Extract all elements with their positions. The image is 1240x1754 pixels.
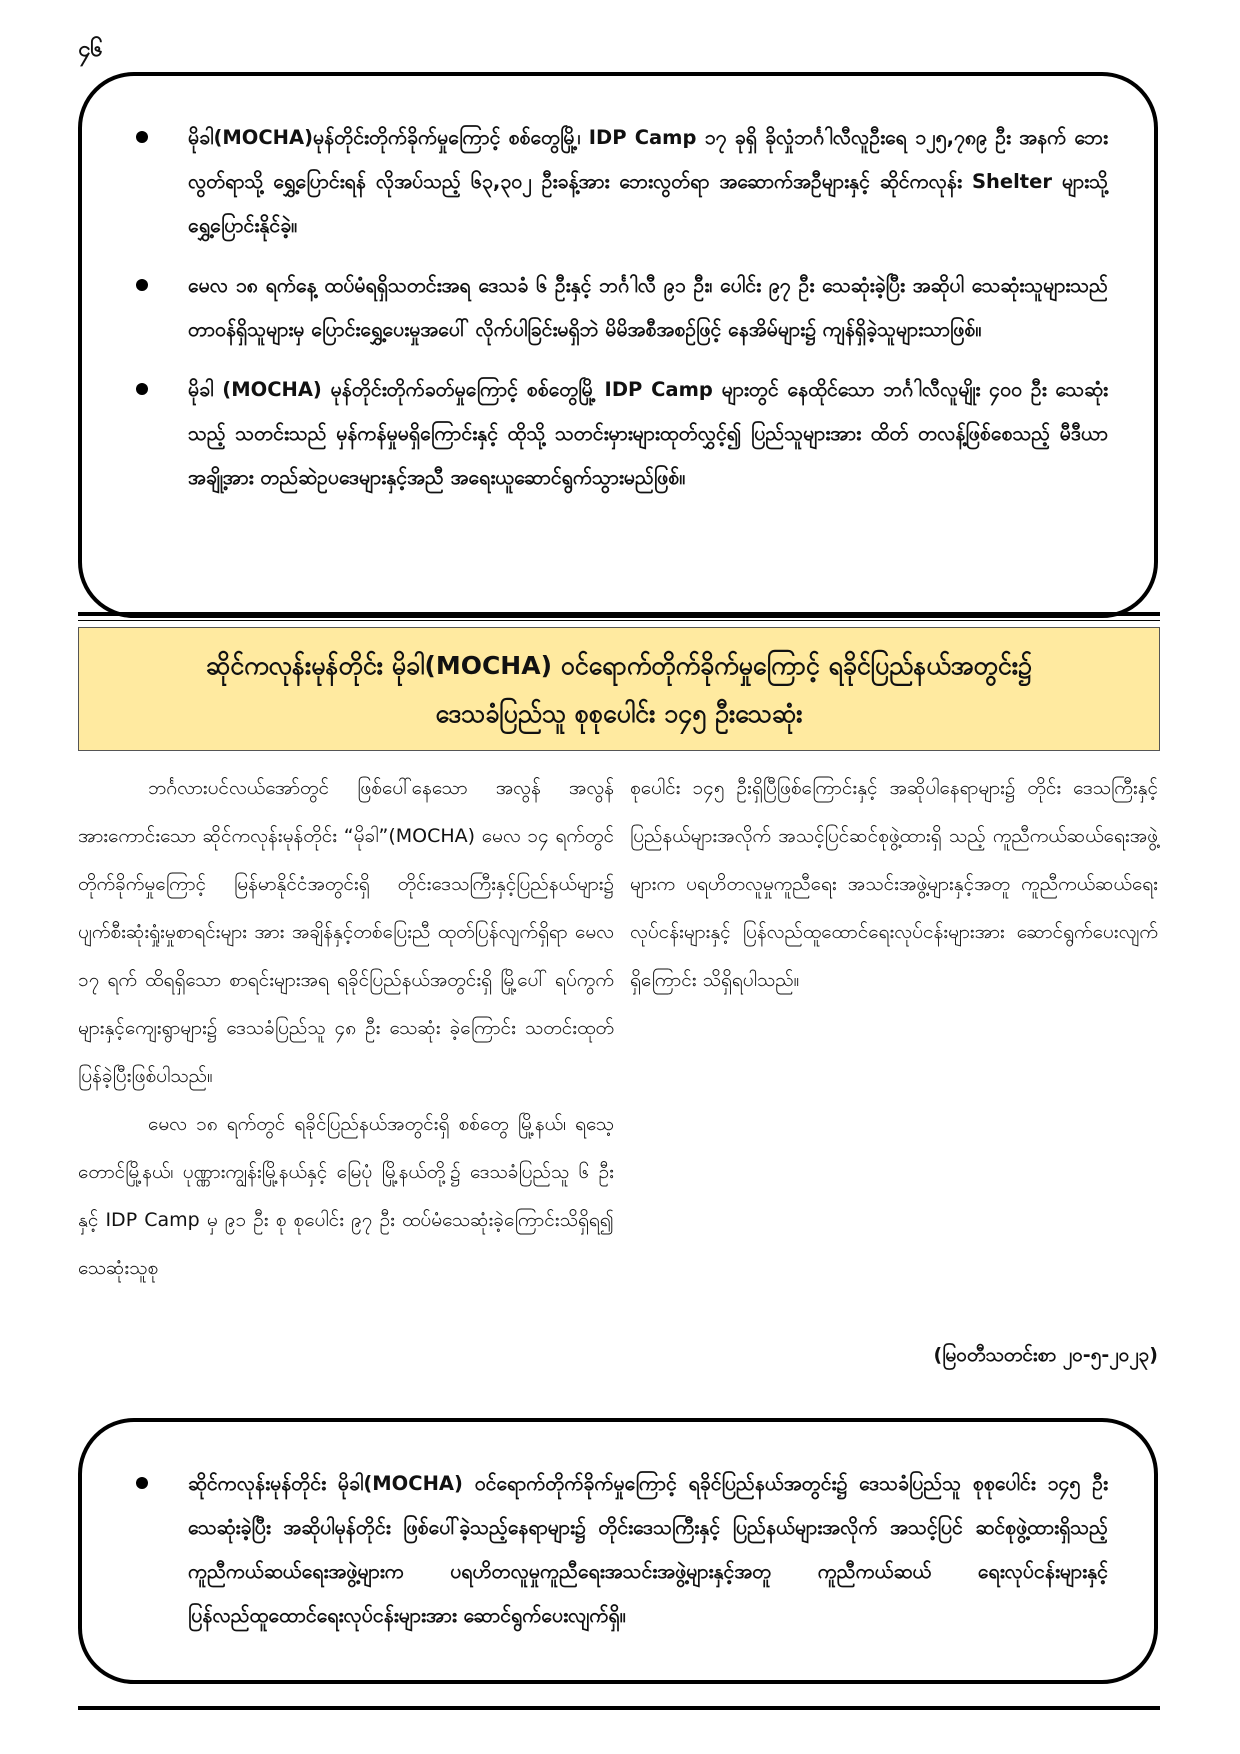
summary-bullet (128, 368, 1108, 500)
summary-box-top (78, 72, 1158, 618)
article-column-right (630, 764, 1158, 1004)
summary-bullet-list (128, 116, 1108, 500)
bullet-dot-icon (136, 1477, 148, 1489)
bullet-dot-icon (136, 131, 148, 143)
summary-bullet-text: မိုခါ(MOCHA)မုန်တိုင်းတိုက်ခိုက်မှုကြောင့် စစ်တွေမြို့၊ IDP Camp ၁၇ ခုရှိ ခိုလှုံဘင်္ဂါလီလူဦးရေ ၁၂၅,၇၈၉ ဦး အနက် ဘေးလွတ်ရာသို့ ရွှေ့ပြောင်းရန် လိုအပ်သည့် ၆၃,၃၀၂ ဦးခန့်အား ဘေးလွတ်ရာ အဆောက်အဦများနှင့် ဆိုင်ကလုန်း Shelter များသို့ ရွှေ့ပြောင်းနိုင်ခဲ့။ (188, 126, 1108, 237)
summary-bullet (128, 264, 1108, 352)
article-paragraph: မေလ ၁၈ ရက်တွင် ရခိုင်ပြည်နယ်အတွင်းရှိ စစ်တွေ မြို့နယ်၊ ရသေ့တောင်မြို့နယ်၊ ပုဏ္ဏားကျွန်းမြို့နယ်နှင့် မြေပုံ မြို့နယ်တို့၌ ဒေသခံပြည်သူ ၆ ဦးနှင့် IDP Camp မှ ၉၁ ဦး စု စုပေါင်း ၉၇ ဦး ထပ်မံသေဆုံးခဲ့ကြောင်းသိရှိရ၍ သေဆုံးသူစု (78, 1113, 614, 1279)
footer-divider (78, 1706, 1160, 1710)
article-headline (78, 627, 1160, 751)
divider-thick (78, 612, 1160, 616)
bullet-dot-icon (136, 383, 148, 395)
summary-bullet-text: မေလ ၁၈ ရက်နေ့ ထပ်မံရရှိသတင်းအရ ဒေသခံ ၆ ဦးနှင့် ဘင်္ဂါလီ ၉၁ ဦး၊ ပေါင်း ၉၇ ဦး သေဆုံးခဲ့ပြီး အဆိုပါ သေဆုံးသူများသည် တာဝန်ရှိသူများမှ ပြောင်းရွှေ့ပေးမှုအပေါ် လိုက်ပါခြင်းမရှိဘဲ မိမိအစီအစဉ်ဖြင့် နေအိမ်များ၌ ကျန်ရှိခဲ့သူများသာဖြစ်။ (188, 274, 1108, 341)
summary-box-bottom (78, 1418, 1158, 1684)
summary-bullet-text: ဆိုင်ကလုန်းမုန်တိုင်း မိုခါ(MOCHA) ဝင်ရောက်တိုက်ခိုက်မှုကြောင့် ရခိုင်ပြည်နယ်အတွင်း၌ ဒေသခံပြည်သူ စုစုပေါင်း ၁၄၅ ဦးသေဆုံးခဲ့ပြီး အဆိုပါမုန်တိုင်း ဖြစ်ပေါ်ခဲ့သည့်နေရာများ၌ တိုင်းဒေသကြီးနှင့် ပြည်နယ်များအလိုက် အသင့်ပြင် ဆင်စုဖွဲ့ထားရှိသည့် ကူညီကယ်ဆယ်ရေးအဖွဲ့များက ပရဟိတလူမှုကူညီရေးအသင်းအဖွဲ့များနှင့်အတူ ကူညီကယ်ဆယ် ရေးလုပ်ငန်းများနှင့် ပြန်လည်ထူထောင်ရေးလုပ်ငန်းများအား ဆောင်ရွက်ပေးလျက်ရှိ။ (188, 1472, 1108, 1627)
summary-bullet-list (128, 1462, 1108, 1638)
summary-bullet (128, 1462, 1108, 1638)
headline-line-2: ဒေသခံပြည်သူ စုစုပေါင်း ၁၄၅ ဦးသေဆုံး (435, 699, 803, 728)
divider-thin (78, 620, 1160, 621)
article-source: (မြဝတီသတင်းစာ ၂၀-၅-၂၀၂၃) (933, 1344, 1158, 1366)
article-paragraph: ဘင်္ဂလားပင်လယ်အော်တွင် ဖြစ်ပေါ်နေသော အလွန် အလွန်အားကောင်းသော ဆိုင်ကလုန်းမုန်တိုင်း “မိုခါ”(MOCHA) မေလ ၁၄ ရက်တွင် တိုက်ခိုက်မှုကြောင့် မြန်မာနိုင်ငံအတွင်းရှိ တိုင်းဒေသကြီးနှင့်ပြည်နယ်များ၌ ပျက်စီးဆုံးရှုံးမှုစာရင်းများ အား အချိန်နှင့်တစ်ပြေးညီ ထုတ်ပြန်လျက်ရှိရာ မေလ ၁၇ ရက် ထိရရှိသော စာရင်းများအရ ရခိုင်ပြည်နယ်အတွင်းရှိ မြို့ပေါ် ရပ်ကွက်များနှင့်ကျေးရွာများ၌ ဒေသခံပြည်သူ ၄၈ ဦး သေဆုံး ခဲ့ကြောင်း သတင်းထုတ်ပြန်ခဲ့ပြီးဖြစ်ပါသည်။ (78, 777, 614, 1087)
summary-bullet-text: မိုခါ (MOCHA) မုန်တိုင်းတိုက်ခတ်မှုကြောင့် စစ်တွေမြို့ IDP Camp များတွင် နေထိုင်သော ဘင်္ဂါလီလူမျိုး ၄၀၀ ဦး သေဆုံးသည့် သတင်းသည် မှန်ကန်မှုမရှိကြောင်းနှင့် ထိုသို့ သတင်းမှားများထုတ်လွှင့်၍ ပြည်သူများအား ထိတ် တလန့်ဖြစ်စေသည့် မီဒီယာအချို့အား တည်ဆဲဥပဒေများနှင့်အညီ အရေးယူဆောင်ရွက်သွားမည်ဖြစ်။ (188, 378, 1108, 489)
bullet-dot-icon (136, 279, 148, 291)
article-paragraph: စုပေါင်း ၁၄၅ ဦးရှိပြီဖြစ်ကြောင်းနှင့် အဆိုပါနေရာများ၌ တိုင်း ဒေသကြီးနှင့် ပြည်နယ်များအလိုက် အသင့်ပြင်ဆင်စုဖွဲ့ထားရှိ သည့် ကူညီကယ်ဆယ်ရေးအဖွဲ့များက ပရဟိတလူမှုကူညီရေး အသင်းအဖွဲ့များနှင့်အတူ ကူညီကယ်ဆယ်ရေးလုပ်ငန်းများနှင့် ပြန်လည်ထူထောင်ရေးလုပ်ငန်းများအား ဆောင်ရွက်ပေးလျက် ရှိကြောင်း သိရှိရပါသည်။ (630, 777, 1158, 991)
headline-line-1: ဆိုင်ကလုန်းမုန်တိုင်း မိုခါ(MOCHA) ဝင်ရောက်တိုက်ခိုက်မှုကြောင့် ရခိုင်ပြည်နယ်အတွင်း၌ (206, 651, 1032, 680)
page-number: ၄၆ (78, 37, 103, 62)
summary-bullet (128, 116, 1108, 248)
article-column-left (78, 764, 614, 1292)
